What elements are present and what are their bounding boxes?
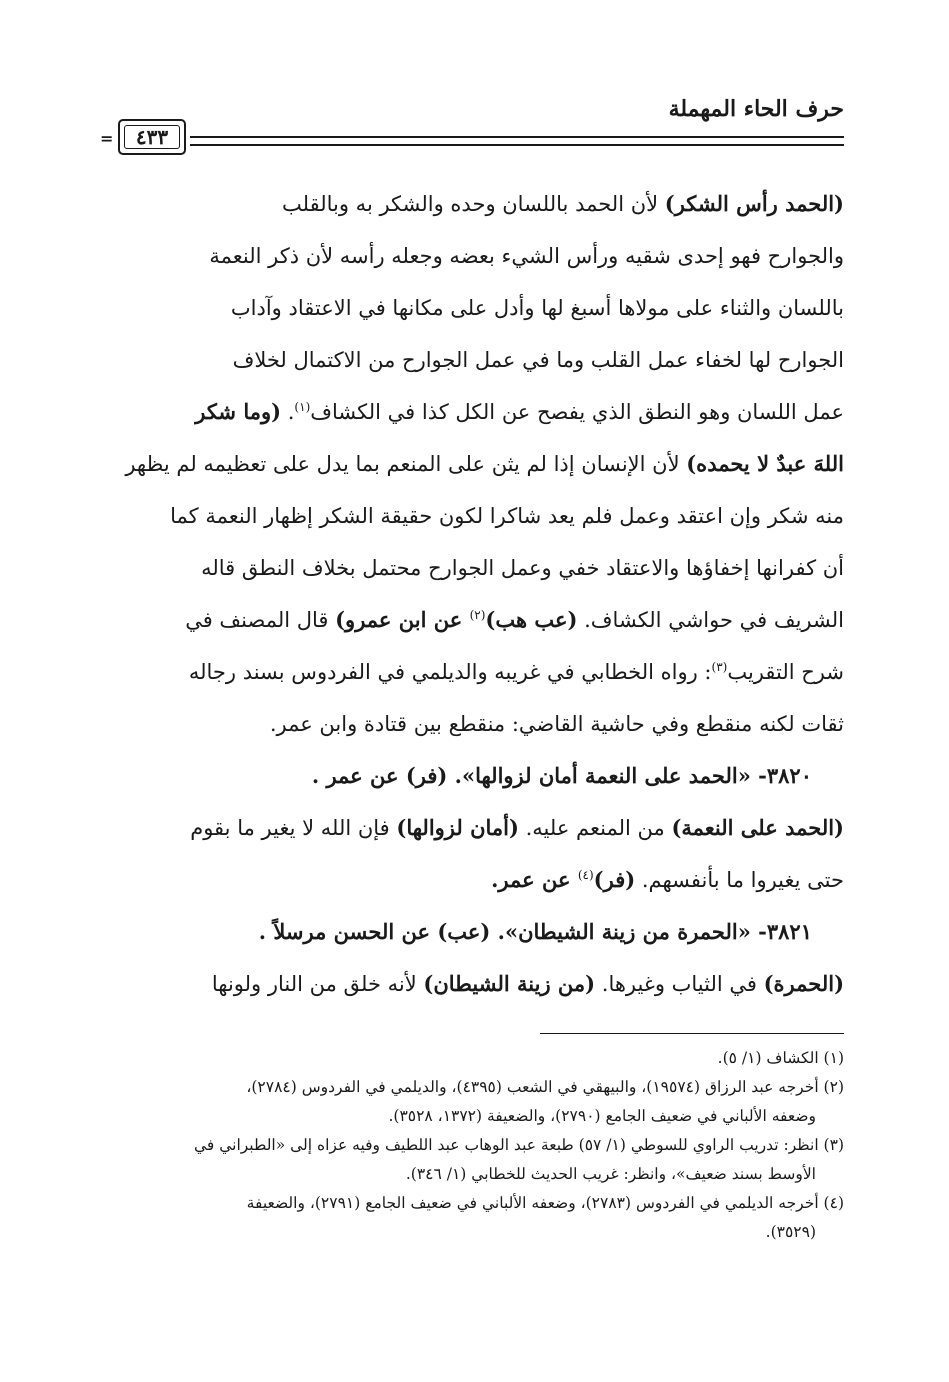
text-run: والجوارح فهو إحدى شقيه ورأس الشيء بعضه وجعله رأسه لأن ذكر النعمة bbox=[209, 244, 844, 268]
footnote-1: (١) الكشاف (١/ ٥). bbox=[717, 1049, 844, 1067]
text-run: لأن الإنسان إذا لم يثن على المنعم بما يدل على تعظيمه لم يظهر bbox=[125, 452, 687, 476]
bold-phrase: عن عمر. bbox=[491, 867, 578, 892]
footnote-ref[interactable]: (٢) bbox=[469, 608, 486, 622]
hadith-text: ٣٨٢٠- «الحمد على النعمة أمان لزوالها». (فر) عن عمر . bbox=[311, 763, 812, 788]
bold-phrase: (الحمرة) bbox=[763, 971, 844, 996]
text-run: . bbox=[281, 400, 295, 424]
text-run: قال المصنف في bbox=[185, 608, 336, 632]
footnote-4-continued: (٣٥٢٩). bbox=[765, 1223, 816, 1241]
text-line bbox=[102, 282, 844, 334]
bold-phrase: (الحمد على النعمة) bbox=[671, 815, 844, 840]
chapter-title: حرف الحاء المهملة bbox=[668, 96, 844, 122]
text-run: الجوارح لها لخفاء عمل القلب وما في عمل الجوارح من الاكتمال لخلاف bbox=[232, 348, 844, 372]
bold-phrase: (أمان لزوالها) bbox=[396, 815, 519, 840]
text-line bbox=[102, 958, 844, 1010]
page-number-marker: = bbox=[100, 129, 114, 148]
text-run: حتى يغيروا ما بأنفسهم. bbox=[635, 868, 844, 892]
text-run: ثقات لكنه منقطع وفي حاشية القاضي: منقطع بين قتادة وابن عمر. bbox=[269, 712, 844, 736]
text-line bbox=[102, 802, 844, 854]
text-run: من المنعم عليه. bbox=[518, 816, 672, 840]
footnote-4: (٤) أخرجه الديلمي في الفردوس (٢٧٨٣)، وضعفه الألباني في ضعيف الجامع (٢٧٩١)، والضعيفة bbox=[246, 1194, 844, 1212]
text-line bbox=[102, 490, 844, 542]
footnote-2: (٢) أخرجه عبد الرزاق (١٩٥٧٤)، والبيهقي في الشعب (٤٣٩٥)، والديلمي في الفردوس (٢٧٨٤)، bbox=[246, 1078, 844, 1096]
text-run: لأن الحمد باللسان وحده والشكر به وبالقلب bbox=[282, 192, 665, 216]
bold-phrase: (فر) bbox=[593, 867, 636, 892]
text-line bbox=[102, 542, 844, 594]
footnote-3-continued: الأوسط بسند ضعيف»، وانظر: غريب الحديث للخطابي (١/ ٣٤٦). bbox=[405, 1165, 816, 1183]
text-run: الشريف في حواشي الكشاف. bbox=[577, 608, 844, 632]
footnote-ref[interactable]: (٣) bbox=[711, 660, 728, 674]
text-line bbox=[102, 854, 844, 906]
text-line bbox=[102, 386, 844, 438]
bold-phrase: عن ابن عمرو) bbox=[335, 607, 470, 632]
bold-phrase: (وما شكر bbox=[195, 399, 282, 424]
text-run: باللسان والثناء على مولاها أسبغ لها وأدل على مكانها في الاعتقاد وآداب bbox=[230, 296, 844, 320]
text-line bbox=[102, 230, 844, 282]
bold-phrase: (الحمد رأس الشكر) bbox=[664, 191, 844, 216]
bold-phrase: اللهَ عبدٌ لا يحمده) bbox=[686, 451, 844, 476]
text-run: في الثياب وغيرها. bbox=[595, 972, 764, 996]
main-text bbox=[102, 178, 844, 1010]
bold-phrase: (عب هب) bbox=[485, 607, 578, 632]
text-run: أن كفرانها إخفاؤها والاعتقاد خفي وعمل الجوارح محتمل بخلاف النطق قاله bbox=[201, 556, 844, 580]
footnote-3: (٣) انظر: تدريب الراوي للسوطي (١/ ٥٧) طبعة عبد الوهاب عبد اللطيف وفيه عزاه إلى «الطبراني في bbox=[193, 1136, 844, 1154]
text-line bbox=[102, 698, 844, 750]
text-run: منه شكر وإن اعتقد وعمل فلم يعد شاكرا لكون حقيقة الشكر إظهار النعمة كما bbox=[170, 504, 844, 528]
text-line bbox=[102, 178, 844, 230]
page-number-frame bbox=[118, 119, 186, 155]
header-rule bbox=[190, 136, 844, 146]
page-number: ٤٣٣ bbox=[135, 125, 169, 149]
hadith-entry-3820 bbox=[102, 750, 844, 802]
text-run: لأنه خلق من النار ولونها bbox=[211, 972, 424, 996]
footnote-ref[interactable]: (٤) bbox=[577, 868, 594, 882]
hadith-text: ٣٨٢١- «الحمرة من زينة الشيطان». (عب) عن الحسن مرسلاً . bbox=[258, 919, 812, 944]
text-line bbox=[102, 594, 844, 646]
text-line bbox=[102, 438, 844, 490]
footnote-ref[interactable]: (١) bbox=[294, 400, 311, 414]
footnote-2-continued: وضعفه الألباني في ضعيف الجامع (٢٧٩٠)، والضعيفة (١٣٧٢، ٣٥٢٨). bbox=[388, 1107, 816, 1125]
text-run: شرح التقريب bbox=[727, 660, 844, 684]
hadith-entry-3821 bbox=[102, 906, 844, 958]
footnote-separator bbox=[540, 1033, 844, 1034]
text-line bbox=[102, 334, 844, 386]
text-run: : رواه الخطابي في غريبه والديلمي في الفردوس بسند رجاله bbox=[188, 660, 712, 684]
bold-phrase: (من زينة الشيطان) bbox=[423, 971, 596, 996]
footnotes bbox=[100, 1044, 844, 1247]
text-run: فإن الله لا يغير ما بقوم bbox=[190, 816, 397, 840]
text-run: عمل اللسان وهو النطق الذي يفصح عن الكل كذا في الكشاف bbox=[310, 400, 844, 424]
text-line bbox=[102, 646, 844, 698]
